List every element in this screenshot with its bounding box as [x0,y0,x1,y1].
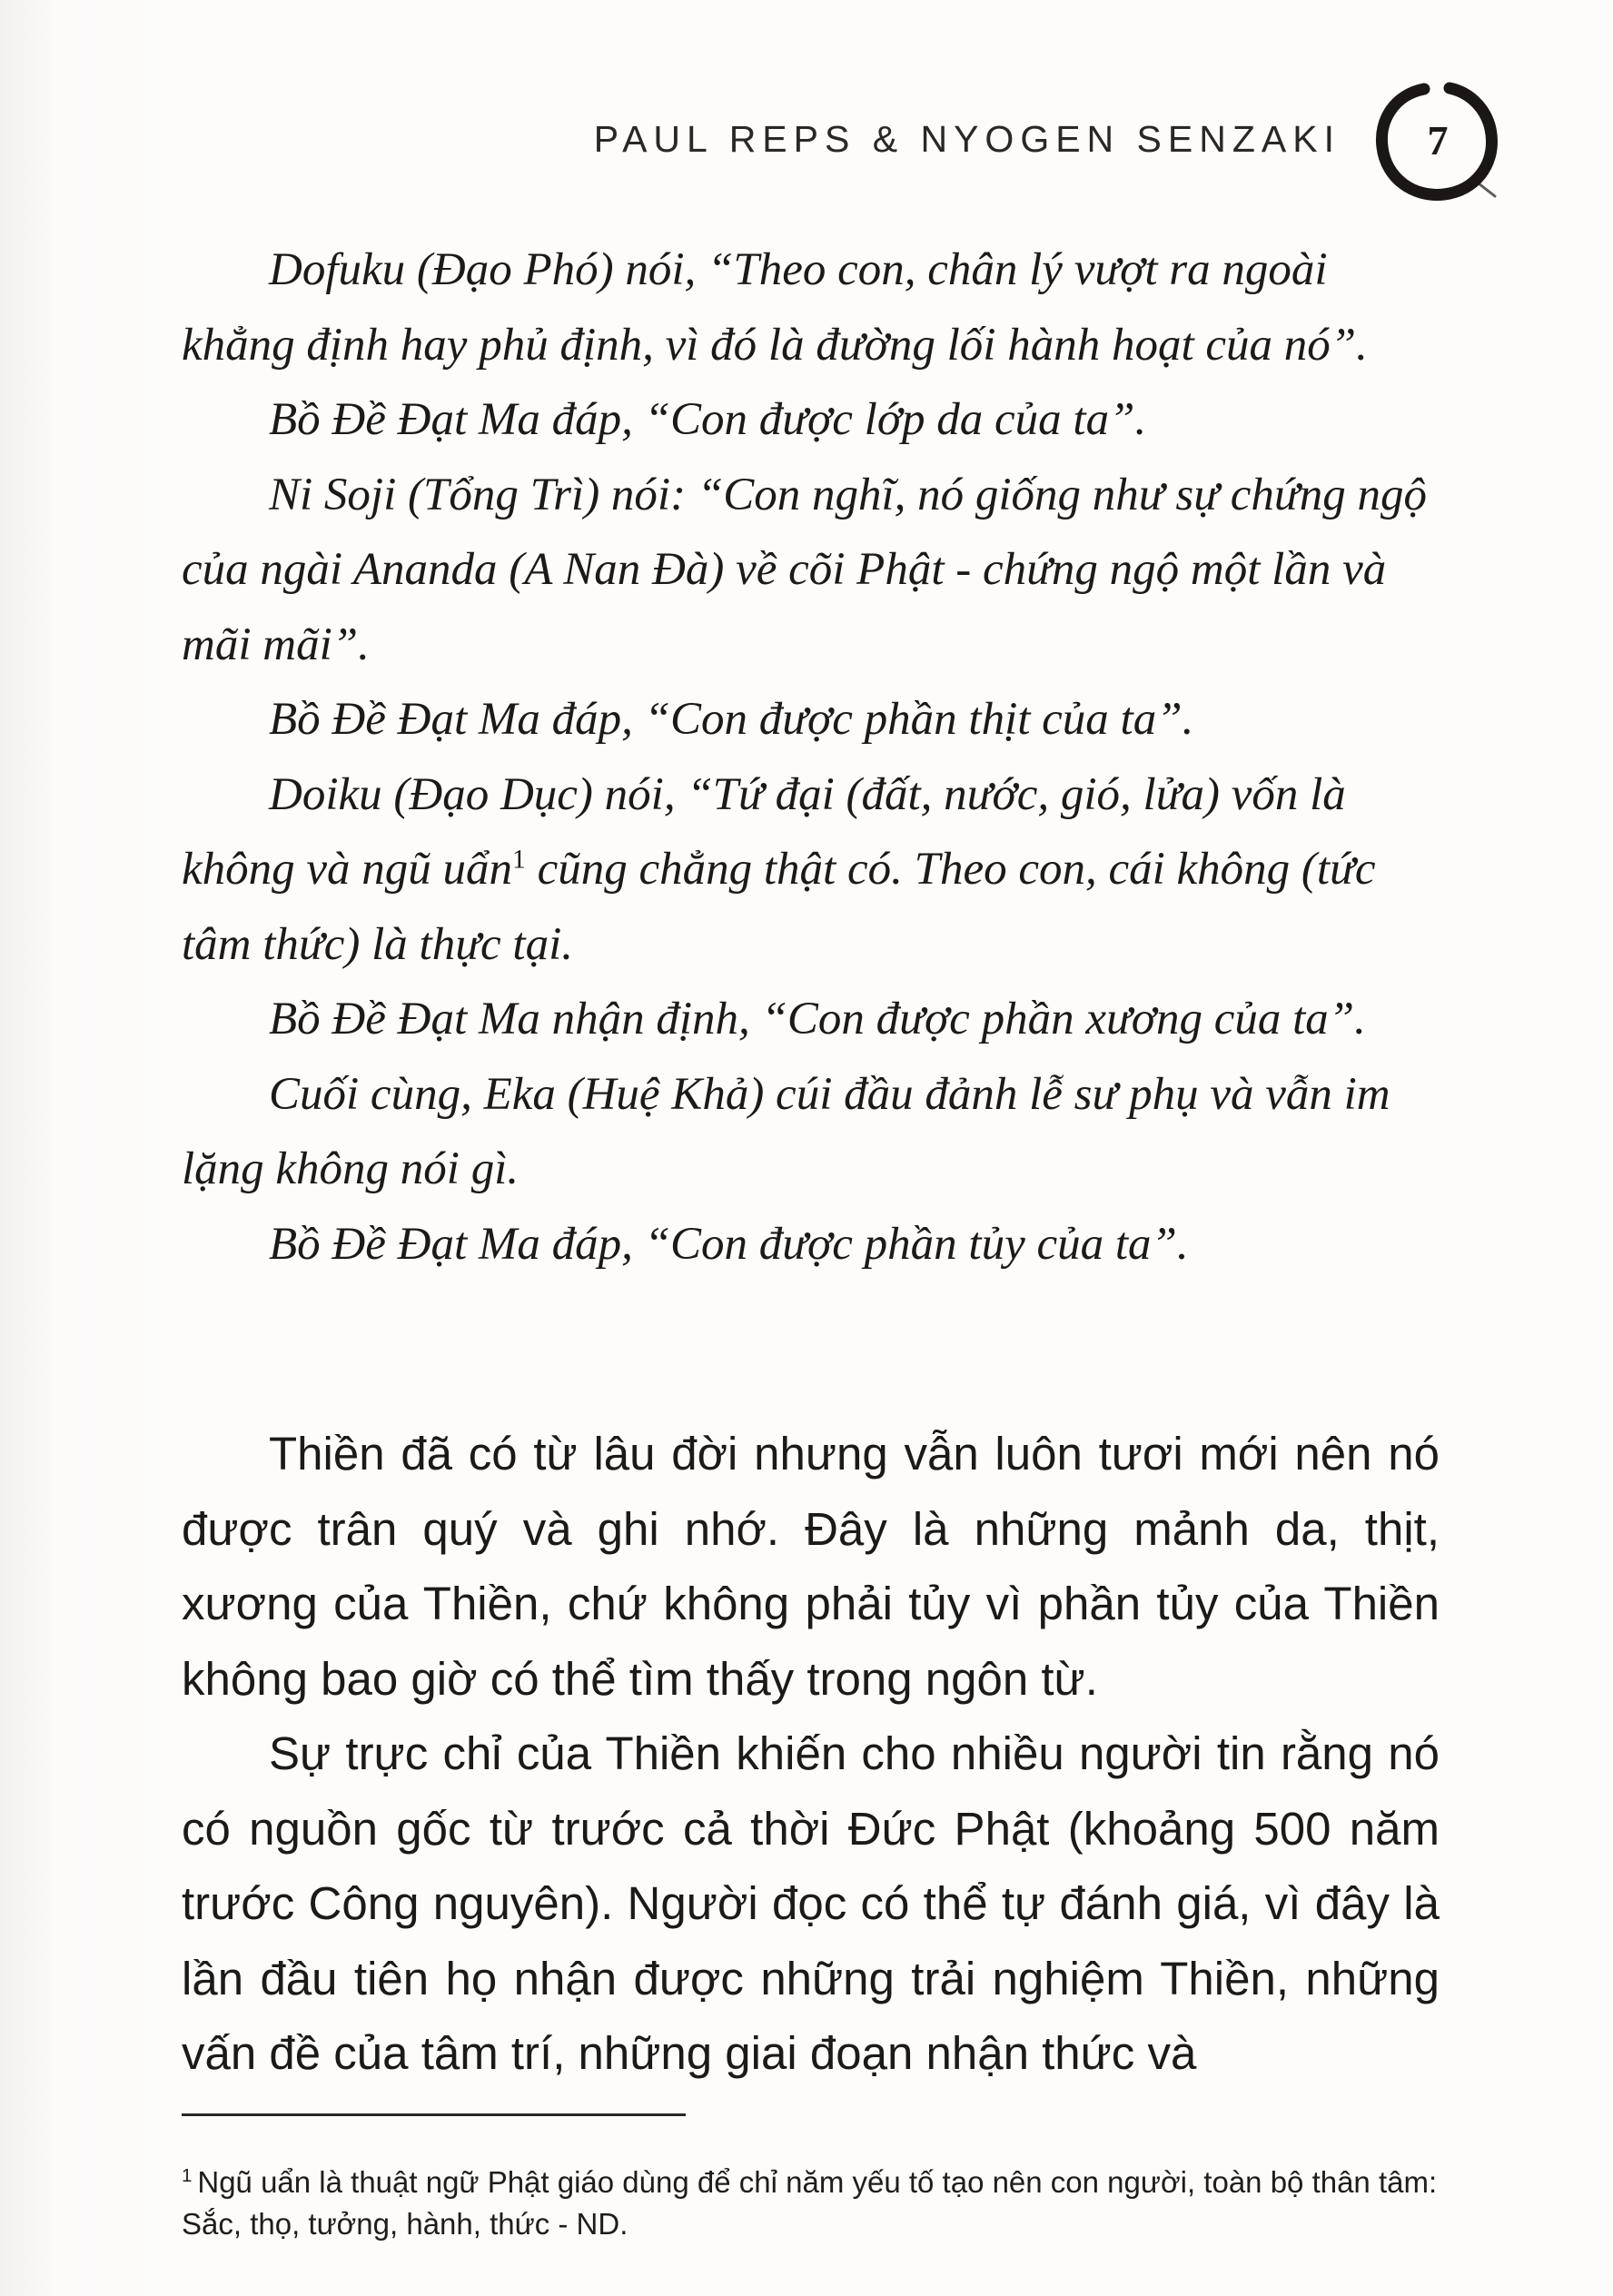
dialogue-line: Bồ Đề Đạt Ma nhận định, “Con được phần xương của ta”. [269,994,1366,1044]
prose-paragraph: Thiền đã có từ lâu đời nhưng vẫn luôn tươi mới nên nó được trân quý và ghi nhớ. Đây là những mảnh da, thịt, xương của Thiền, chứ không phải tủy vì phần tủy của Thiền không bao giờ có thể tìm thấy trong ngôn từ. [182,1428,1440,1705]
footnote-reference[interactable]: 1 [512,845,526,875]
footnote-mark: 1 [182,2164,193,2186]
dialogue-passage [182,233,1440,1282]
footnote [182,2162,1444,2245]
doiku-text-before: Doiku (Đạo Dục) nói, “Tứ đại (đất, nước, gió, lửa) vốn là không và ngũ uẩn [182,768,1346,895]
dialogue-line: Bồ Đề Đạt Ma đáp, “Con được phần tủy của ta”. [269,1218,1189,1270]
footnote-divider [182,2113,686,2116]
prose-paragraph: Sự trực chỉ của Thiền khiến cho nhiều người tin rằng nó có nguồn gốc từ trước cả thời Đức Phật (khoảng 500 năm trước Công nguyên). Người đọc có thể tự đánh giá, vì đây là lần đầu tiên họ nhận được những trải nghiệm Thiền, những vấn đề của tâm trí, những giai đoạn nhận thức và [182,1727,1440,2079]
dialogue-line: Bồ Đề Đạt Ma đáp, “Con được phần thịt của ta”. [269,694,1194,745]
page-number: 7 [1427,117,1449,163]
body-prose [182,1417,1440,2092]
dialogue-line-doiku [182,757,1440,983]
dialogue-line: Dofuku (Đạo Phó) nói, “Theo con, chân lý vượt ra ngoài khẳng định hay phủ định, vì đó là đường lối hành hoạt của nó”. [182,244,1368,371]
dialogue-line: Bồ Đề Đạt Ma đáp, “Con được lớp da của ta”. [269,394,1147,445]
dialogue-line: Cuối cùng, Eka (Huệ Khả) cúi đầu đảnh lễ sư phụ và vẫn im lặng không nói gì. [182,1068,1390,1194]
doiku-text-after: cũng chẳng thật có. Theo con, cái không (tức tâm thức) là thực tại. [182,844,1376,970]
running-header: PAUL REPS & NYOGEN SENZAKI [593,118,1341,160]
footnote-text: Ngũ uẩn là thuật ngữ Phật giáo dùng để chỉ năm yếu tố tạo nên con người, toàn bộ thân tâm: Sắc, thọ, tưởng, hành, thức - ND. [182,2165,1438,2241]
dialogue-line: Ni Soji (Tổng Trì) nói: “Con nghĩ, nó giống như sự chứng ngộ của ngài Ananda (A Nan Đà) về cõi Phật - chứng ngộ một lần và mãi mãi”. [182,469,1427,670]
